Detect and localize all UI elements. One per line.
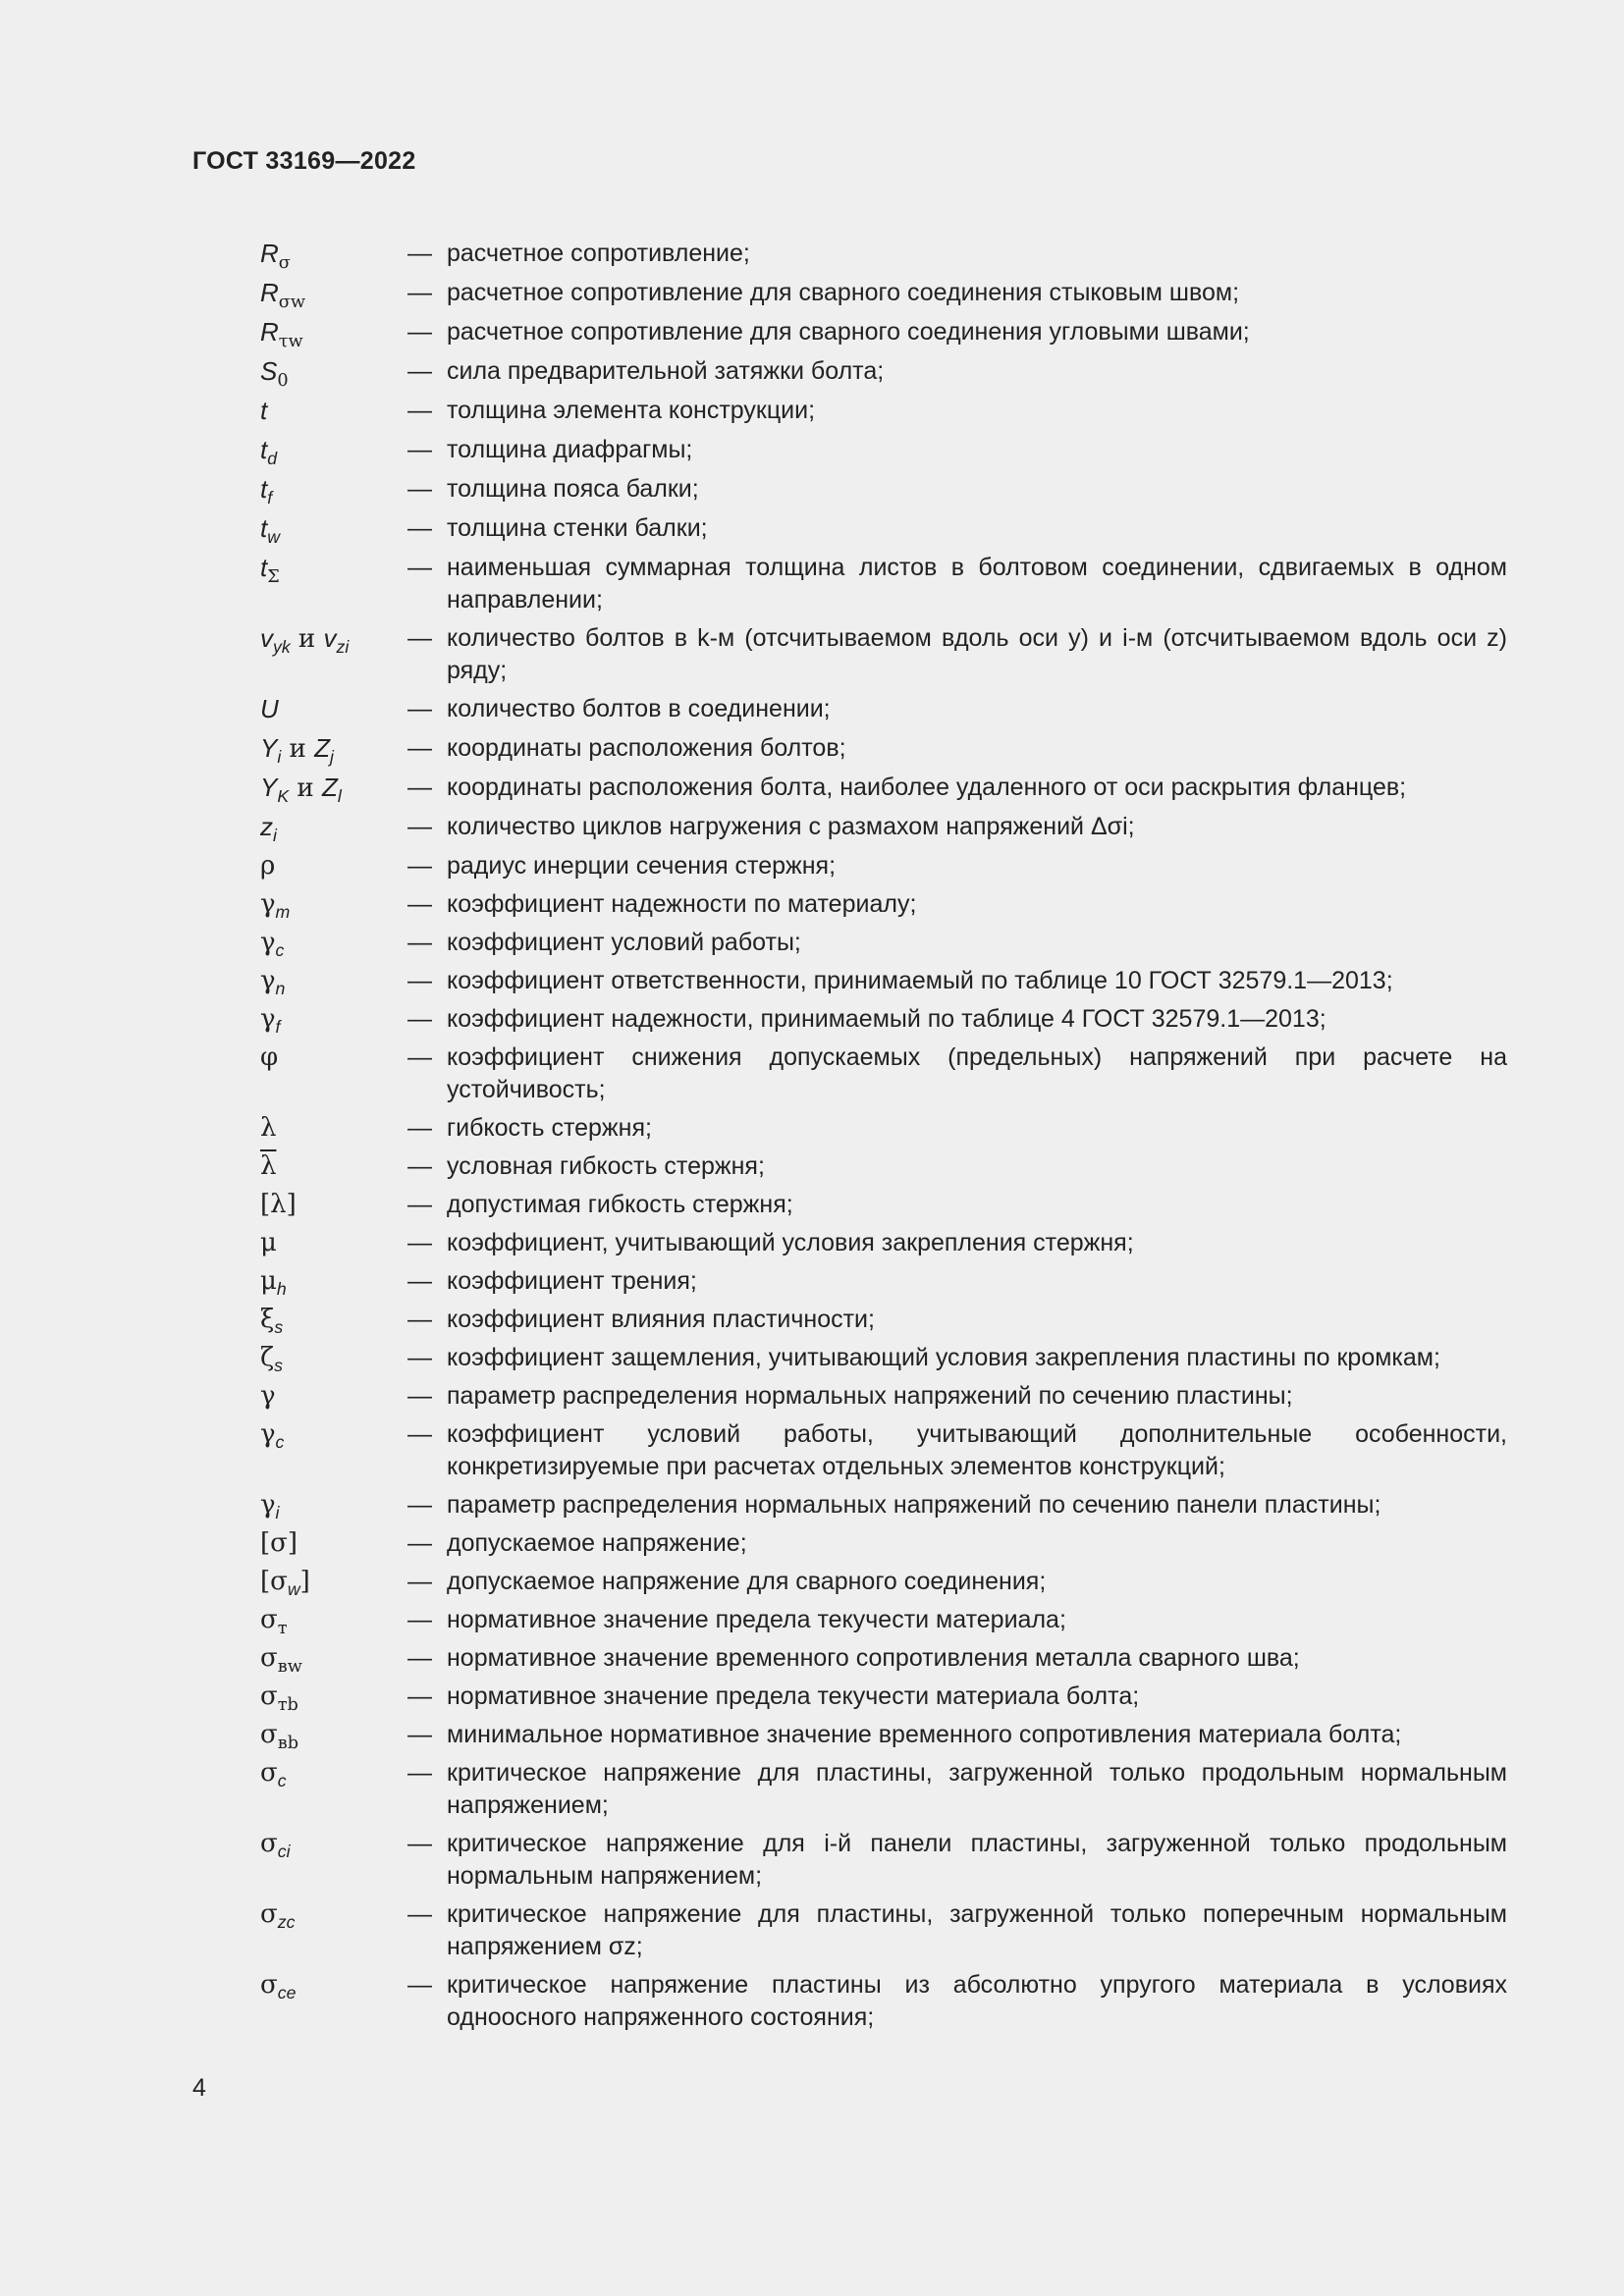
symbol-subscript: тb: [277, 1695, 298, 1716]
definition-text: коэффициент влияния пластичности;: [447, 1306, 875, 1333]
symbols-list: [260, 238, 1507, 2040]
definition-text: коэффициент надежности, принимаемый по таблице 4 ГОСТ 32579.1—2013;: [447, 1005, 1326, 1033]
symbol-base: γ: [260, 1381, 276, 1411]
symbol-conjunction: и: [281, 734, 315, 764]
dash: —: [407, 1900, 432, 1928]
symbol: [260, 693, 407, 726]
definition-row: [260, 434, 1507, 467]
dash: —: [407, 1606, 432, 1633]
definition-text: коэффициент условий работы;: [447, 929, 801, 956]
symbol: [260, 1681, 407, 1716]
symbol: [260, 1041, 407, 1074]
dash: —: [407, 357, 432, 385]
definition-text: критическое напряжение пластины из абсолютно упругого материала в условиях одноосного напряженного состояния;: [447, 1971, 1507, 2031]
definition-text: критическое напряжение для i-й панели пластины, загруженной только продольным нормальным напряжением;: [447, 1830, 1507, 1890]
dash: —: [407, 1229, 432, 1256]
definition-row: [260, 1150, 1507, 1183]
symbol-base: σ: [260, 1605, 278, 1634]
symbol-base: t: [260, 513, 268, 543]
definition-text: коэффициент защемления, учитывающий условия закрепления пластины по кромкам;: [447, 1344, 1440, 1371]
symbol-subscript: i: [277, 747, 282, 768]
definition-text: толщина элемента конструкции;: [447, 397, 816, 424]
symbol-base: μ: [260, 1266, 277, 1296]
symbol: [260, 238, 407, 274]
definition-text: гибкость стержня;: [447, 1114, 652, 1142]
dash: —: [407, 1568, 432, 1595]
symbol: [260, 1380, 407, 1413]
symbol-base: t: [260, 435, 268, 464]
symbol-base: U: [260, 694, 279, 723]
symbol-base: R: [260, 239, 279, 268]
symbol-bracket: ]: [299, 1567, 310, 1596]
symbol-subscript: τw: [278, 332, 303, 352]
symbol-base: σ: [260, 1643, 278, 1673]
dash: —: [407, 514, 432, 542]
symbol: [260, 888, 407, 921]
definition-row: [260, 1041, 1507, 1106]
definition-row: [260, 927, 1507, 959]
dash: —: [407, 774, 432, 801]
symbol: [260, 434, 407, 467]
symbol-base: σ: [260, 1682, 278, 1711]
dash: —: [407, 279, 432, 306]
symbol-base: t: [260, 553, 268, 582]
definition-row: [260, 238, 1507, 274]
symbol-subscript: zc: [277, 1912, 296, 1933]
definition-text: количество болтов в соединении;: [447, 695, 831, 722]
symbol: [260, 552, 407, 588]
dash: —: [407, 1382, 432, 1410]
symbol: [260, 1227, 407, 1259]
dash: —: [407, 1644, 432, 1672]
symbol-base: Y: [260, 733, 278, 763]
symbol-base: γ: [260, 928, 276, 957]
symbol-base: Z: [314, 733, 331, 763]
symbol-subscript: вw: [277, 1657, 302, 1678]
dash: —: [407, 1491, 432, 1519]
symbol-subscript: c: [275, 1432, 285, 1453]
dash: —: [407, 1721, 432, 1748]
symbol-subscript: σw: [278, 293, 305, 313]
symbol-subscript: c: [275, 940, 285, 961]
definition-row: [260, 1604, 1507, 1639]
dash: —: [407, 1152, 432, 1180]
symbol-subscript: K: [277, 786, 290, 807]
symbol-base: [σ: [260, 1567, 288, 1596]
symbol-subscript: j: [330, 747, 334, 768]
symbol: [260, 1150, 407, 1183]
page-number: 4: [192, 2074, 206, 2102]
definition-text: количество болтов в k-м (отсчитываемом вдоль оси y) и i-м (отсчитываемом вдоль оси z) ряду;: [447, 624, 1507, 684]
symbol-subscript: w: [287, 1579, 300, 1600]
symbol-base: $\overline{\lambda}$: [260, 1151, 277, 1181]
definition-text: коэффициент снижения допускаемых (предельных) напряжений при расчете на устойчивость;: [447, 1043, 1507, 1103]
symbol-subscript: f: [267, 488, 273, 508]
symbol: [260, 1418, 407, 1451]
symbol-subscript: 0: [277, 371, 289, 392]
symbol: [260, 1189, 407, 1221]
definition-text: коэффициент надежности по материалу;: [447, 890, 917, 918]
symbol-base: R: [260, 278, 279, 307]
dash: —: [407, 318, 432, 346]
symbol: [260, 512, 407, 546]
definition-row: [260, 1642, 1507, 1678]
symbol-base: Y: [260, 773, 278, 802]
symbol: [260, 1719, 407, 1754]
definition-row: [260, 811, 1507, 844]
dash: —: [407, 1529, 432, 1557]
definition-row: [260, 1112, 1507, 1145]
definition-text: радиус инерции сечения стержня;: [447, 852, 837, 880]
definition-text: количество циклов нагружения с размахом напряжений Δσi;: [447, 813, 1135, 840]
symbol: [260, 1828, 407, 1860]
definition-row: [260, 1380, 1507, 1413]
symbol: [260, 1527, 407, 1560]
definition-text: допустимая гибкость стержня;: [447, 1191, 793, 1218]
symbol-base: ζ: [260, 1343, 275, 1372]
symbol-subscript: zi: [336, 637, 350, 658]
definition-row: [260, 1681, 1507, 1716]
definition-row: [260, 1828, 1507, 1893]
symbol-subscript: ci: [277, 1842, 291, 1862]
definition-row: [260, 965, 1507, 997]
symbol: [260, 927, 407, 959]
dash: —: [407, 624, 432, 652]
symbol-conjunction: и: [289, 774, 322, 803]
dash: —: [407, 967, 432, 994]
definition-row: [260, 473, 1507, 507]
definition-row: [260, 1566, 1507, 1598]
dash: —: [407, 1043, 432, 1071]
symbol-base: σ: [260, 1899, 278, 1929]
symbol-subscript: вb: [277, 1734, 299, 1754]
definition-text: критическое напряжение для пластины, загруженной только продольным нормальным напряжением;: [447, 1759, 1507, 1819]
definition-text: толщина пояса балки;: [447, 475, 699, 503]
symbol: [260, 1566, 407, 1598]
symbol-subscript: w: [267, 527, 280, 548]
symbol-base: σ: [260, 1720, 278, 1749]
dash: —: [407, 1005, 432, 1033]
symbol-base: ρ: [260, 851, 276, 881]
dash: —: [407, 436, 432, 463]
definition-row: [260, 1969, 1507, 2034]
symbol: [260, 1642, 407, 1678]
definition-row: [260, 316, 1507, 352]
symbol-subscript: l: [337, 786, 342, 807]
symbol: [260, 1969, 407, 2002]
symbol-base: σ: [260, 1829, 278, 1858]
definition-row: [260, 1342, 1507, 1374]
symbol-base: ξ: [260, 1305, 275, 1334]
definition-text: наименьшая суммарная толщина листов в болтовом соединении, сдвигаемых в одном направлении;: [447, 554, 1507, 614]
definition-row: [260, 1527, 1507, 1560]
definition-text: параметр распределения нормальных напряжений по сечению пластины;: [447, 1382, 1293, 1410]
symbol: [260, 772, 407, 805]
definition-text: параметр распределения нормальных напряжений по сечению панели пластины;: [447, 1491, 1381, 1519]
symbol-subscript: n: [275, 979, 286, 999]
symbol-subscript: s: [274, 1356, 283, 1376]
definition-text: координаты расположения болтов;: [447, 734, 846, 762]
symbol: [260, 1304, 407, 1336]
symbol-base: λ: [260, 1113, 277, 1143]
definition-text: коэффициент трения;: [447, 1267, 697, 1295]
symbol: [260, 1898, 407, 1931]
symbol: [260, 355, 407, 392]
dash: —: [407, 240, 432, 267]
symbol-base: v: [323, 623, 337, 653]
dash: —: [407, 695, 432, 722]
definition-text: коэффициент, учитывающий условия закрепления стержня;: [447, 1229, 1134, 1256]
symbol: [260, 1604, 407, 1639]
symbol-subscript: ce: [277, 1983, 297, 2003]
symbol-base: t: [260, 396, 268, 425]
definition-row: [260, 1489, 1507, 1522]
symbol: [260, 277, 407, 313]
definition-row: [260, 1003, 1507, 1036]
definition-text: координаты расположения болта, наиболее удаленного от оси раскрытия фланцев;: [447, 774, 1407, 801]
definition-text: нормативное значение предела текучести материала;: [447, 1606, 1066, 1633]
symbol-base: t: [260, 474, 268, 504]
symbol: [260, 1489, 407, 1522]
definition-row: [260, 888, 1507, 921]
definition-text: расчетное сопротивление;: [447, 240, 750, 267]
definition-row: [260, 1418, 1507, 1483]
definition-text: расчетное сопротивление для сварного соединения угловыми швами;: [447, 318, 1250, 346]
definition-text: допускаемое напряжение для сварного соединения;: [447, 1568, 1047, 1595]
definition-row: [260, 1719, 1507, 1754]
definition-text: нормативное значение предела текучести материала болта;: [447, 1682, 1140, 1710]
symbol: [260, 732, 407, 766]
symbol: [260, 1757, 407, 1789]
definition-row: [260, 1304, 1507, 1336]
definition-row: [260, 552, 1507, 616]
dash: —: [407, 475, 432, 503]
symbol-base: φ: [260, 1042, 279, 1072]
symbol: [260, 395, 407, 428]
symbol-base: [λ]: [260, 1190, 297, 1219]
definition-text: расчетное сопротивление для сварного соединения стыковым швом;: [447, 279, 1240, 306]
definition-row: [260, 1227, 1507, 1259]
symbol: [260, 1003, 407, 1036]
dash: —: [407, 1306, 432, 1333]
dash: —: [407, 890, 432, 918]
dash: —: [407, 1830, 432, 1857]
definition-text: минимальное нормативное значение временного сопротивления материала болта;: [447, 1721, 1402, 1748]
definition-row: [260, 1189, 1507, 1221]
definition-row: [260, 693, 1507, 726]
definition-row: [260, 1898, 1507, 1963]
definition-row: [260, 512, 1507, 546]
symbol-base: γ: [260, 1004, 276, 1034]
symbol-base: z: [260, 812, 273, 841]
symbol-base: γ: [260, 889, 276, 919]
symbol-base: γ: [260, 1490, 276, 1520]
symbol-subscript: c: [277, 1771, 287, 1791]
symbol-base: [σ]: [260, 1528, 298, 1558]
symbol-subscript: s: [274, 1317, 284, 1338]
definition-row: [260, 355, 1507, 392]
symbol-conjunction: и: [290, 624, 324, 654]
symbol-subscript: f: [275, 1017, 281, 1038]
symbol-subscript: m: [275, 902, 291, 923]
dash: —: [407, 1759, 432, 1787]
symbol-subscript: т: [277, 1619, 288, 1639]
symbol-subscript: Σ: [267, 567, 280, 588]
dash: —: [407, 1114, 432, 1142]
dash: —: [407, 1420, 432, 1448]
symbol-subscript: yk: [273, 637, 291, 658]
dash: —: [407, 1191, 432, 1218]
symbol-subscript: i: [275, 1503, 280, 1523]
document-header: ГОСТ 33169—2022: [192, 147, 416, 175]
symbol-subscript: h: [276, 1279, 287, 1300]
definition-text: коэффициент ответственности, принимаемый по таблице 10 ГОСТ 32579.1—2013;: [447, 967, 1393, 994]
definition-text: толщина диафрагмы;: [447, 436, 693, 463]
symbol: [260, 811, 407, 844]
definition-text: сила предварительной затяжки болта;: [447, 357, 885, 385]
dash: —: [407, 929, 432, 956]
dash: —: [407, 1971, 432, 1999]
symbol-subscript: d: [267, 449, 278, 469]
symbol-subscript: i: [273, 826, 277, 846]
dash: —: [407, 813, 432, 840]
symbol-base: σ: [260, 1758, 278, 1788]
definition-row: [260, 622, 1507, 687]
symbol: [260, 850, 407, 882]
definition-text: критическое напряжение для пластины, загруженной только поперечным нормальным напряжением σz;: [447, 1900, 1507, 1960]
dash: —: [407, 1267, 432, 1295]
dash: —: [407, 852, 432, 880]
symbol-base: γ: [260, 1419, 276, 1449]
definition-row: [260, 1757, 1507, 1822]
definition-text: толщина стенки балки;: [447, 514, 708, 542]
definition-row: [260, 772, 1507, 805]
symbol-base: σ: [260, 1970, 278, 2000]
definition-text: коэффициент условий работы, учитывающий дополнительные особенности, конкретизируемые при расчетах отдельных элементов конструкций;: [447, 1420, 1507, 1480]
symbol-base: γ: [260, 966, 276, 995]
symbol-base: Z: [322, 773, 338, 802]
dash: —: [407, 554, 432, 581]
symbol: [260, 316, 407, 352]
dash: —: [407, 397, 432, 424]
symbol-base: S: [260, 356, 278, 386]
definition-text: условная гибкость стержня;: [447, 1152, 765, 1180]
definition-row: [260, 1265, 1507, 1298]
symbol: [260, 1112, 407, 1145]
symbol: [260, 965, 407, 997]
dash: —: [407, 1344, 432, 1371]
definition-row: [260, 277, 1507, 313]
symbol: [260, 473, 407, 507]
symbol: [260, 622, 407, 656]
definition-row: [260, 395, 1507, 428]
definition-text: нормативное значение временного сопротивления металла сварного шва;: [447, 1644, 1300, 1672]
dash: —: [407, 734, 432, 762]
symbol: [260, 1265, 407, 1298]
definition-row: [260, 850, 1507, 882]
symbol-subscript: σ: [278, 253, 291, 274]
definition-text: допускаемое напряжение;: [447, 1529, 747, 1557]
symbol-base: R: [260, 317, 279, 347]
dash: —: [407, 1682, 432, 1710]
definition-row: [260, 732, 1507, 766]
symbol-base: μ: [260, 1228, 277, 1257]
symbol-base: v: [260, 623, 273, 653]
symbol: [260, 1342, 407, 1374]
